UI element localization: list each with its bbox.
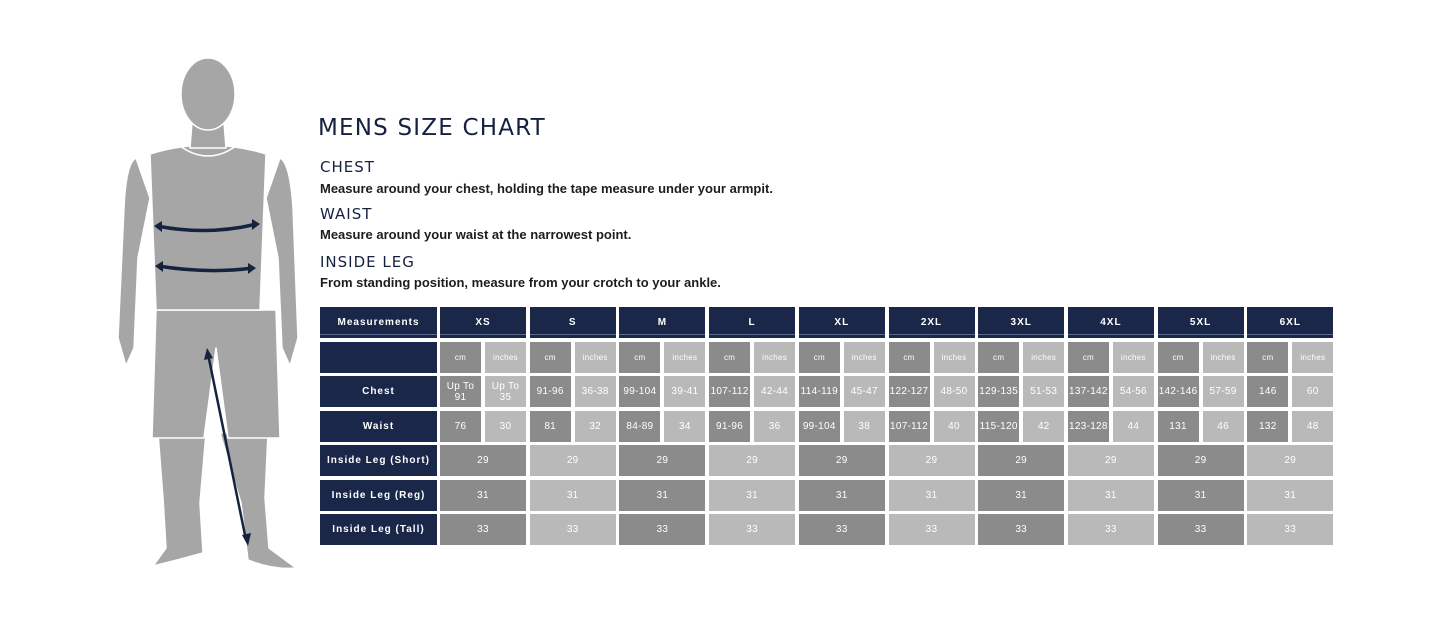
inside-leg-reg-value-s: 31 xyxy=(530,480,616,511)
waist-inches-m: 34 xyxy=(664,411,705,442)
inside-leg-tall-value-5xl: 33 xyxy=(1158,514,1244,545)
size-header-2xl: 2XL xyxy=(889,307,975,338)
inside-leg-reg-value-m: 31 xyxy=(619,480,705,511)
inside-leg-short-value-xl: 29 xyxy=(799,445,885,476)
row-label-chest: Chest xyxy=(320,376,437,407)
inside-leg-short-value-4xl: 29 xyxy=(1068,445,1154,476)
inside-leg-short-value-3xl: 29 xyxy=(978,445,1064,476)
inside-leg-short-value-s: 29 xyxy=(530,445,616,476)
chest-inches-s: 36-38 xyxy=(575,376,616,407)
unit-cm: cm xyxy=(799,342,840,373)
size-header-5xl: 5XL xyxy=(1158,307,1244,338)
unit-inches: inches xyxy=(844,342,885,373)
size-header-4xl: 4XL xyxy=(1068,307,1154,338)
row-label-inside-leg-reg: Inside Leg (Reg) xyxy=(320,480,437,511)
size-header-m: M xyxy=(619,307,705,338)
chest-cm-xl: 114-119 xyxy=(799,376,840,407)
chest-inches-xl: 45-47 xyxy=(844,376,885,407)
inside-leg-reg-value-2xl: 31 xyxy=(889,480,975,511)
unit-row-label xyxy=(320,342,437,373)
inside-leg-reg-value-3xl: 31 xyxy=(978,480,1064,511)
unit-cm: cm xyxy=(978,342,1019,373)
inside-leg-tall-value-3xl: 33 xyxy=(978,514,1064,545)
inside-leg-short-value-2xl: 29 xyxy=(889,445,975,476)
chest-inches-6xl: 60 xyxy=(1292,376,1333,407)
row-label-inside-leg-short: Inside Leg (Short) xyxy=(320,445,437,476)
waist-heading: WAIST xyxy=(320,205,373,223)
inside-leg-tall-value-xl: 33 xyxy=(799,514,885,545)
inside-leg-reg-value-xs: 31 xyxy=(440,480,526,511)
unit-cm: cm xyxy=(1068,342,1109,373)
unit-inches: inches xyxy=(934,342,975,373)
waist-inches-4xl: 44 xyxy=(1113,411,1154,442)
unit-cm: cm xyxy=(1158,342,1199,373)
waist-inches-xs: 30 xyxy=(485,411,526,442)
waist-inches-s: 32 xyxy=(575,411,616,442)
size-chart-table xyxy=(320,307,1335,547)
waist-inches-l: 36 xyxy=(754,411,795,442)
waist-cm-s: 81 xyxy=(530,411,571,442)
size-header-l: L xyxy=(709,307,795,338)
unit-cm: cm xyxy=(619,342,660,373)
chest-cm-6xl: 146 xyxy=(1247,376,1288,407)
inside-leg-reg-value-4xl: 31 xyxy=(1068,480,1154,511)
unit-inches: inches xyxy=(1113,342,1154,373)
waist-inches-5xl: 46 xyxy=(1203,411,1244,442)
inside-leg-short-value-xs: 29 xyxy=(440,445,526,476)
inside-leg-description: From standing position, measure from your crotch to your ankle. xyxy=(320,275,721,290)
chest-inches-5xl: 57-59 xyxy=(1203,376,1244,407)
waist-cm-3xl: 115-120 xyxy=(978,411,1019,442)
inside-leg-reg-value-6xl: 31 xyxy=(1247,480,1333,511)
unit-inches: inches xyxy=(575,342,616,373)
chest-cm-3xl: 129-135 xyxy=(978,376,1019,407)
waist-inches-3xl: 42 xyxy=(1023,411,1064,442)
unit-cm: cm xyxy=(440,342,481,373)
unit-cm: cm xyxy=(530,342,571,373)
inside-leg-short-value-l: 29 xyxy=(709,445,795,476)
unit-inches: inches xyxy=(754,342,795,373)
chest-cm-2xl: 122-127 xyxy=(889,376,930,407)
inside-leg-reg-value-5xl: 31 xyxy=(1158,480,1244,511)
waist-cm-l: 91-96 xyxy=(709,411,750,442)
waist-inches-6xl: 48 xyxy=(1292,411,1333,442)
chest-inches-xs: Up To 35 xyxy=(485,376,526,407)
inside-leg-tall-value-l: 33 xyxy=(709,514,795,545)
unit-inches: inches xyxy=(664,342,705,373)
waist-cm-4xl: 123-128 xyxy=(1068,411,1109,442)
size-header-xl: XL xyxy=(799,307,885,338)
inside-leg-short-value-5xl: 29 xyxy=(1158,445,1244,476)
unit-cm: cm xyxy=(709,342,750,373)
size-header-s: S xyxy=(530,307,616,338)
inside-leg-short-value-m: 29 xyxy=(619,445,705,476)
waist-inches-xl: 38 xyxy=(844,411,885,442)
chest-cm-4xl: 137-142 xyxy=(1068,376,1109,407)
inside-leg-reg-value-l: 31 xyxy=(709,480,795,511)
chest-inches-2xl: 48-50 xyxy=(934,376,975,407)
unit-inches: inches xyxy=(1203,342,1244,373)
size-header-6xl: 6XL xyxy=(1247,307,1333,338)
row-label-waist: Waist xyxy=(320,411,437,442)
size-header-3xl: 3XL xyxy=(978,307,1064,338)
waist-cm-6xl: 132 xyxy=(1247,411,1288,442)
unit-cm: cm xyxy=(889,342,930,373)
row-label-inside-leg-tall: Inside Leg (Tall) xyxy=(320,514,437,545)
inside-leg-heading: INSIDE LEG xyxy=(320,253,415,271)
waist-cm-m: 84-89 xyxy=(619,411,660,442)
chest-cm-xs: Up To 91 xyxy=(440,376,481,407)
body-measurement-figure xyxy=(108,48,308,588)
inside-leg-reg-value-xl: 31 xyxy=(799,480,885,511)
chest-inches-l: 42-44 xyxy=(754,376,795,407)
chest-inches-4xl: 54-56 xyxy=(1113,376,1154,407)
waist-description: Measure around your waist at the narrowest point. xyxy=(320,227,632,242)
inside-leg-tall-value-2xl: 33 xyxy=(889,514,975,545)
inside-leg-short-value-6xl: 29 xyxy=(1247,445,1333,476)
waist-cm-5xl: 131 xyxy=(1158,411,1199,442)
chest-cm-l: 107-112 xyxy=(709,376,750,407)
waist-cm-xs: 76 xyxy=(440,411,481,442)
inside-leg-tall-value-xs: 33 xyxy=(440,514,526,545)
inside-leg-tall-value-s: 33 xyxy=(530,514,616,545)
unit-cm: cm xyxy=(1247,342,1288,373)
inside-leg-tall-value-4xl: 33 xyxy=(1068,514,1154,545)
unit-inches: inches xyxy=(1023,342,1064,373)
waist-inches-2xl: 40 xyxy=(934,411,975,442)
unit-inches: inches xyxy=(1292,342,1333,373)
waist-cm-2xl: 107-112 xyxy=(889,411,930,442)
chest-cm-m: 99-104 xyxy=(619,376,660,407)
page-title: MENS SIZE CHART xyxy=(318,115,546,141)
size-header-xs: XS xyxy=(440,307,526,338)
chest-heading: CHEST xyxy=(320,158,375,176)
chest-cm-5xl: 142-146 xyxy=(1158,376,1199,407)
chest-inches-3xl: 51-53 xyxy=(1023,376,1064,407)
chest-description: Measure around your chest, holding the tape measure under your armpit. xyxy=(320,181,773,196)
inside-leg-tall-value-m: 33 xyxy=(619,514,705,545)
unit-inches: inches xyxy=(485,342,526,373)
inside-leg-tall-value-6xl: 33 xyxy=(1247,514,1333,545)
chest-cm-s: 91-96 xyxy=(530,376,571,407)
measurements-header: Measurements xyxy=(320,307,437,338)
chest-inches-m: 39-41 xyxy=(664,376,705,407)
waist-cm-xl: 99-104 xyxy=(799,411,840,442)
